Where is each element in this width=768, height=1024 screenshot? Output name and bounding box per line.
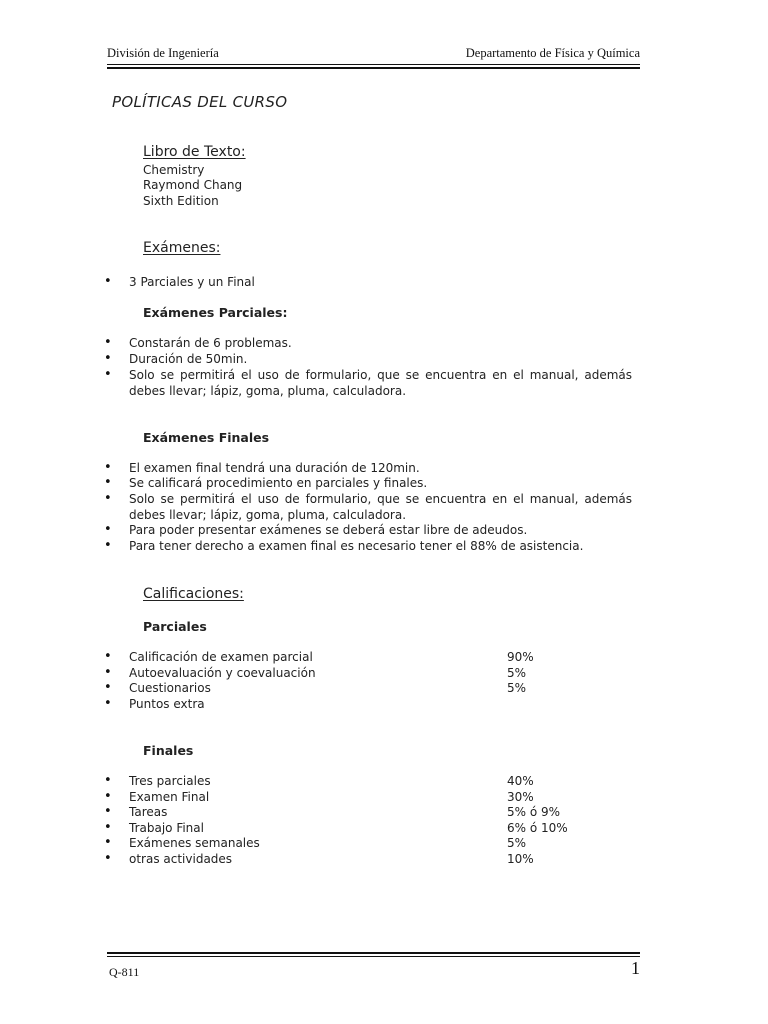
grade-label: Trabajo Final [129, 821, 204, 835]
course-code: Q-811 [109, 965, 140, 979]
grade-label: Tres parciales [129, 774, 211, 788]
grade-label: Tareas [129, 805, 168, 819]
grade-label: Autoevaluación y coevaluación [129, 666, 316, 680]
grade-value: 5% [507, 681, 527, 695]
grade-value: 10% [507, 852, 534, 866]
bullet-icon: • [104, 680, 112, 695]
bullet-icon: • [104, 274, 112, 289]
bullet-icon: • [104, 773, 112, 788]
grade-label: Exámenes semanales [129, 836, 260, 850]
list-item: El examen final tendrá una duración de 120min. [129, 461, 420, 475]
grades-heading: Calificaciones: [143, 586, 244, 602]
exams-heading: Exámenes: [143, 240, 221, 256]
final-exams-heading: Exámenes Finales [143, 430, 270, 445]
grade-value: 5% [507, 666, 527, 680]
footer-rule-bottom [107, 956, 640, 957]
bullet-icon: • [104, 835, 112, 850]
list-item: Constarán de 6 problemas. [129, 336, 292, 350]
bullet-icon: • [104, 475, 112, 490]
bullet-icon: • [104, 696, 112, 711]
grade-value: 5% ó 9% [507, 805, 561, 819]
bullet-icon: • [104, 351, 112, 366]
bullet-icon: • [104, 335, 112, 350]
textbook-line: Sixth Edition [143, 194, 219, 208]
grade-label: Puntos extra [129, 697, 205, 711]
list-item: Solo se permitirá el uso de formulario, que se encuentra en el manual, además debes llevar; lápiz, goma, pluma, calculadora. [129, 492, 632, 522]
textbook-line: Raymond Chang [143, 178, 243, 192]
grade-value: 6% ó 10% [507, 821, 568, 835]
textbook-line: Chemistry [143, 163, 205, 177]
header-department: Departamento de Física y Química [465, 46, 640, 60]
textbook-heading: Libro de Texto: [143, 144, 246, 160]
header-division: División de Ingeniería [107, 46, 219, 60]
bullet-icon: • [104, 804, 112, 819]
grade-value: 90% [507, 650, 534, 664]
grade-label: Examen Final [129, 790, 210, 804]
page-title: POLÍTICAS DEL CURSO [112, 93, 288, 111]
page-number: 1 [631, 958, 640, 978]
bullet-icon: • [104, 851, 112, 866]
grade-label: otras actividades [129, 852, 233, 866]
grade-value: 30% [507, 790, 534, 804]
list-item: 3 Parciales y un Final [129, 275, 255, 289]
bullet-icon: • [104, 820, 112, 835]
grade-label: Cuestionarios [129, 681, 211, 695]
footer-rule-top [107, 952, 640, 954]
grade-value: 5% [507, 836, 527, 850]
bullet-icon: • [104, 522, 112, 537]
header-rule-bottom [107, 67, 640, 69]
bullet-icon: • [104, 367, 112, 382]
bullet-icon: • [104, 538, 112, 553]
bullet-icon: • [104, 491, 112, 506]
grades-partials-heading: Parciales [143, 619, 207, 634]
list-item: Para tener derecho a examen final es necesario tener el 88% de asistencia. [129, 539, 584, 553]
grades-finals-heading: Finales [143, 743, 194, 758]
list-item: Duración de 50min. [129, 352, 248, 366]
partial-exams-heading: Exámenes Parciales: [143, 305, 288, 320]
header-rule-top [107, 64, 640, 65]
grade-value: 40% [507, 774, 534, 788]
bullet-icon: • [104, 789, 112, 804]
bullet-icon: • [104, 665, 112, 680]
list-item: Para poder presentar exámenes se deberá estar libre de adeudos. [129, 523, 528, 537]
list-item: Solo se permitirá el uso de formulario, que se encuentra en el manual, además debes llevar; lápiz, goma, pluma, calculadora. [129, 368, 632, 398]
bullet-icon: • [104, 460, 112, 475]
bullet-icon: • [104, 649, 112, 664]
grade-label: Calificación de examen parcial [129, 650, 313, 664]
list-item: Se calificará procedimiento en parciales y finales. [129, 476, 428, 490]
